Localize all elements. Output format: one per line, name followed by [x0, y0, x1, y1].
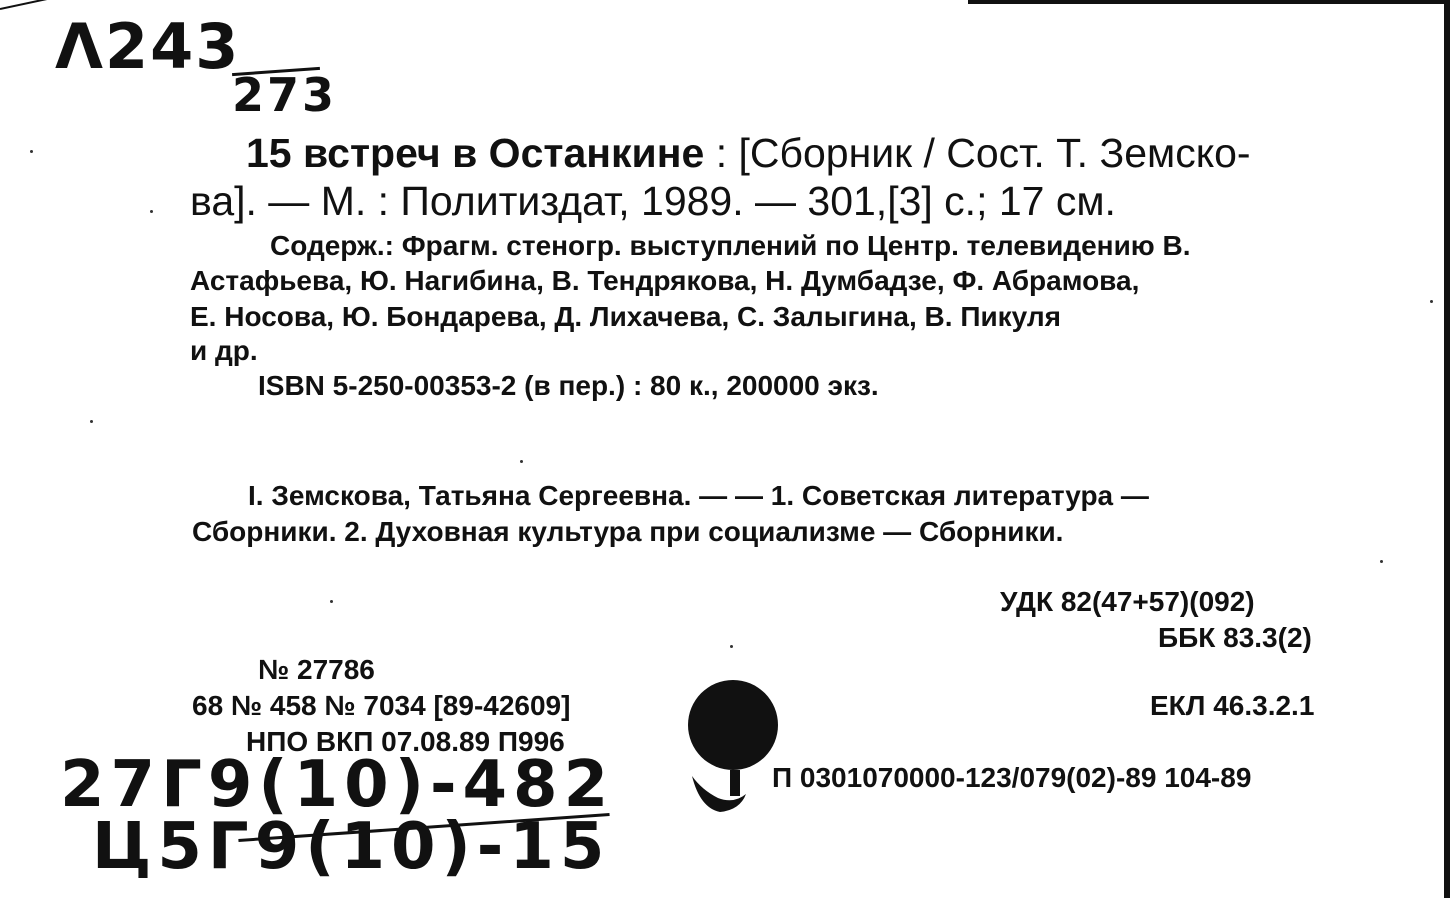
ekl-code: ЕКЛ 46.3.2.1	[1150, 690, 1315, 721]
title-rest: : [Сборник / Сост. Т. Земско-	[704, 130, 1251, 176]
udk-code: УДК 82(47+57)(092)	[1000, 586, 1255, 617]
call-number-sub: 273	[232, 68, 338, 122]
isbn-line: ISBN 5-250-00353-2 (в пер.) : 80 к., 200000 экз.	[258, 370, 879, 401]
title-line-1	[246, 130, 1251, 177]
tracings-line-2: Сборники. 2. Духовная культура при социализме — Сборники.	[192, 516, 1064, 547]
ink-blot-drip	[690, 770, 750, 814]
record-number: № 27786	[258, 654, 375, 685]
speck	[1380, 560, 1383, 563]
tracings-line-1: I. Земскова, Татьяна Сергеевна. — — 1. Советская литература —	[248, 480, 1149, 511]
speck	[730, 645, 733, 648]
speck	[330, 600, 333, 603]
card-right-border	[1444, 0, 1450, 898]
npo-line: НПО ВКП 07.08.89 П996	[246, 726, 565, 757]
handwritten-code-2: Ц5Г9(10)-15	[92, 810, 611, 884]
order-line: 68 № 458 № 7034 [89-42609]	[192, 690, 571, 721]
contents-line-3: Е. Носова, Ю. Бондарева, Д. Лихачева, С. Залыгина, В. Пикуля	[190, 301, 1061, 332]
speck	[150, 210, 153, 213]
speck	[520, 460, 523, 463]
ink-blot	[688, 680, 778, 770]
title-line-2: ва]. — М. : Политиздат, 1989. — 301,[3] с.; 17 см.	[190, 178, 1116, 224]
bbk-code: ББК 83.3(2)	[1158, 622, 1312, 653]
title-bold: 15 встреч в Останкине	[246, 130, 705, 176]
contents-line-2: Астафьева, Ю. Нагибина, В. Тендрякова, Н. Думбадзе, Ф. Абрамова,	[190, 265, 1140, 296]
contents-line-4: и др.	[190, 335, 258, 366]
handwritten-code-1: 27Г9(10)-482	[60, 748, 615, 822]
contents-line-1: Содерж.: Фрагм. стеногр. выступлений по Центр. телевидению В.	[270, 230, 1191, 261]
speck	[90, 420, 93, 423]
call-number: Λ243	[55, 10, 241, 83]
corner-mark	[0, 0, 59, 10]
speck	[30, 150, 33, 153]
card-top-border	[968, 0, 1450, 4]
publication-code: П 0301070000-123/079(02)-89 104-89	[772, 762, 1252, 793]
speck	[1430, 300, 1433, 303]
